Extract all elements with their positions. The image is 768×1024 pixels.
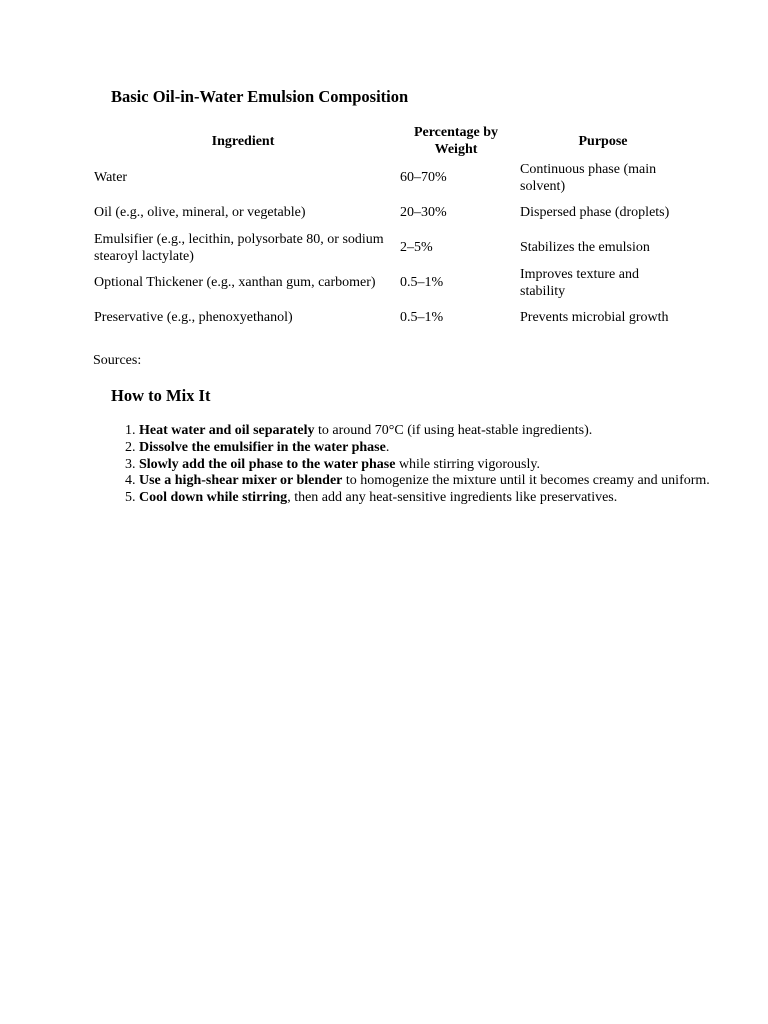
list-item <box>139 457 719 474</box>
cell-ingredient: Oil (e.g., olive, mineral, or vegetable) <box>94 205 306 220</box>
step-emphasis: Use a high-shear mixer or blender <box>139 473 343 489</box>
cell-purpose: Dispersed phase (droplets) <box>520 205 670 220</box>
cell-ingredient: Water <box>94 170 128 185</box>
cell-purpose: Stabilizes the emulsion <box>520 240 650 255</box>
step-text: to around 70°C (if using heat-stable ingredients). <box>314 423 593 438</box>
step-text: while stirring vigorously. <box>395 456 540 472</box>
cell-percentage: 20–30% <box>400 205 447 220</box>
cell-ingredient: Optional Thickener (e.g., xanthan gum, carbomer) <box>94 275 376 290</box>
mixing-steps-list <box>111 423 719 507</box>
cell-percentage: 60–70% <box>400 170 447 185</box>
cell-purpose: Prevents microbial growth <box>520 310 669 325</box>
cell-ingredient: Emulsifier (e.g., lecithin, polysorbate 80, or sodium stearoyl lactylate) <box>94 231 384 264</box>
cell-ingredient: Preservative (e.g., phenoxyethanol) <box>94 310 293 325</box>
step-emphasis: Dissolve the emulsifier in the water phase <box>139 439 386 455</box>
step-emphasis: Heat water and oil separately <box>139 423 315 438</box>
cell-percentage: 2–5% <box>400 240 433 255</box>
header-purpose: Purpose <box>578 133 628 149</box>
header-percentage: Percentage by Weight <box>413 125 499 157</box>
cell-percentage: 0.5–1% <box>400 310 444 325</box>
cell-purpose: Improves texture and stability <box>520 266 639 299</box>
table-header-row <box>90 122 690 160</box>
step-emphasis: Cool down while stirring <box>139 490 288 506</box>
sources-label: Sources: <box>93 353 142 368</box>
table-row <box>90 265 690 300</box>
table-row <box>90 160 690 195</box>
table-row <box>90 230 690 265</box>
mix-heading: How to Mix It <box>111 386 211 405</box>
cell-percentage: 0.5–1% <box>400 275 444 290</box>
step-emphasis: Slowly add the oil phase to the water phase <box>139 456 396 472</box>
table-row <box>90 195 690 230</box>
step-text: , then add any heat-sensitive ingredients like preservatives. <box>287 490 618 506</box>
step-text: to homogenize the mixture until it becomes creamy and uniform. <box>342 473 710 489</box>
step-text: . <box>385 439 390 455</box>
list-item <box>139 490 719 507</box>
composition-table <box>90 122 690 335</box>
header-ingredient: Ingredient <box>211 133 275 149</box>
table-row <box>90 300 690 335</box>
list-item <box>139 473 719 490</box>
cell-purpose: Continuous phase (main solvent) <box>520 161 657 194</box>
list-item <box>139 440 719 457</box>
list-item <box>139 423 719 440</box>
document-title: Basic Oil-in-Water Emulsion Composition <box>111 87 409 106</box>
